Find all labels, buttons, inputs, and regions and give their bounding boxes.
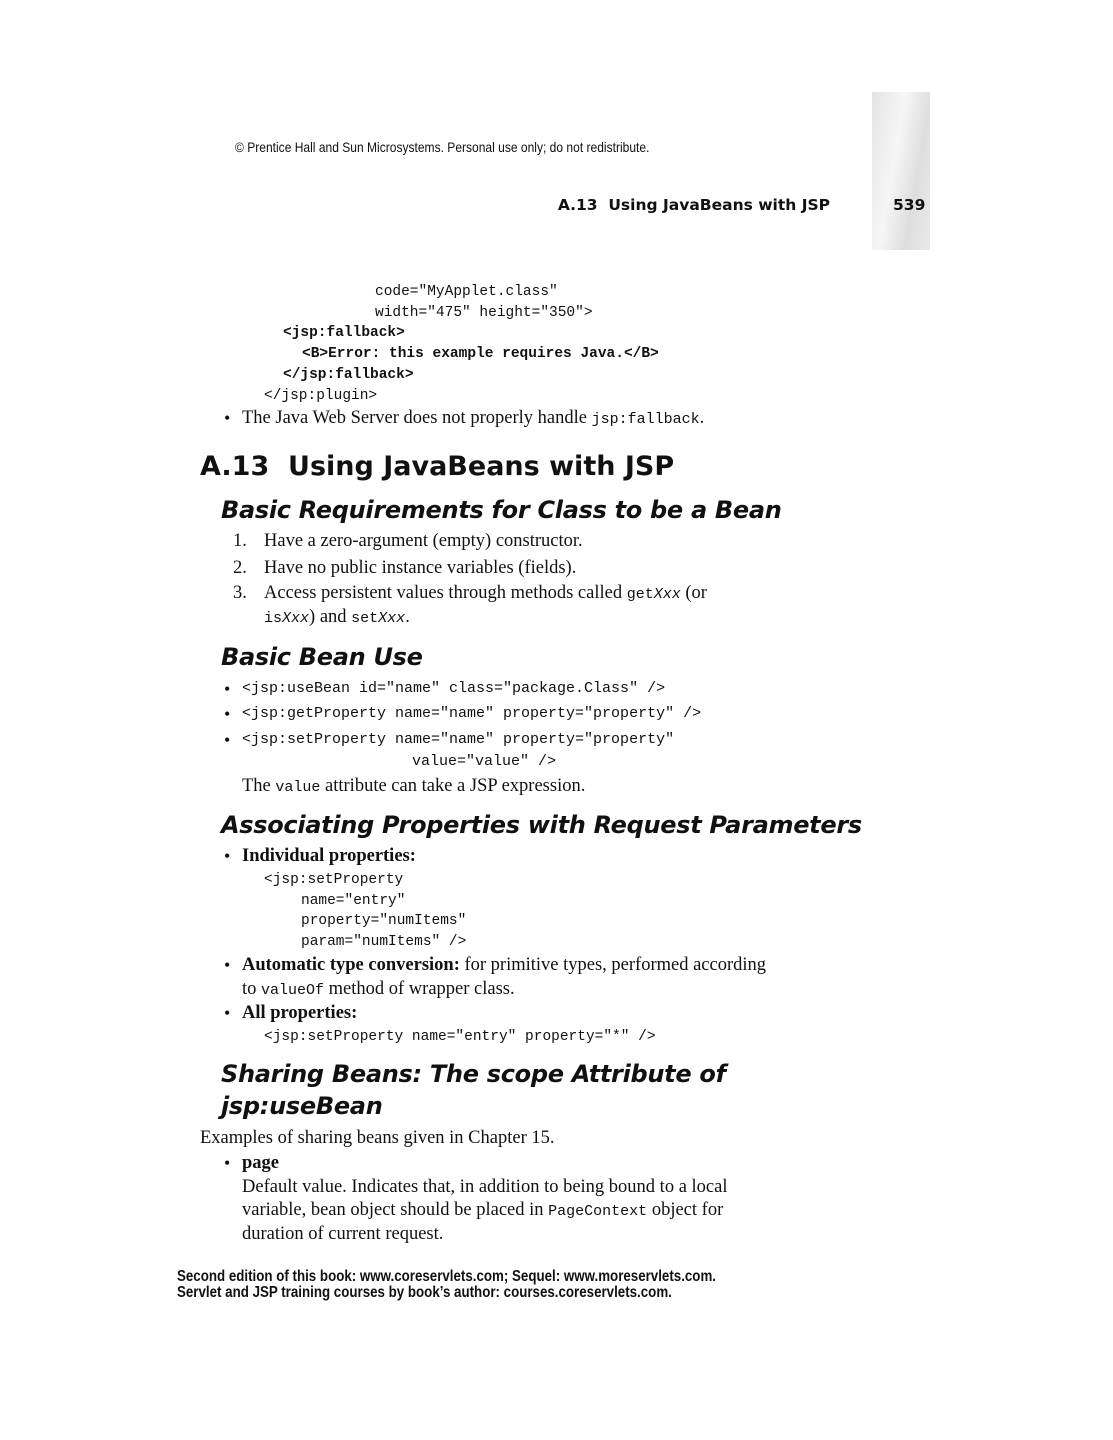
fallback-note: The Java Web Server does not properly handle jsp:fallback. (242, 408, 705, 428)
list-number: 3. (233, 583, 247, 603)
code-line: <B>Error: this example requires Java.</B> (302, 346, 659, 362)
code-line: <jsp:fallback> (283, 325, 405, 341)
code-line: <jsp:setProperty name="entry" property="*" /> (264, 1029, 656, 1045)
footer-line: Servlet and JSP training courses by book’s author: courses.coreservlets.com. (177, 1284, 672, 1301)
bullet-label: All properties: (242, 1003, 358, 1023)
bullet-text: variable, bean object should be placed in PageContext object for (242, 1200, 724, 1220)
bullet-text: Automatic type conversion: for primitive types, performed according (242, 955, 767, 975)
page-thumb-tab (872, 92, 930, 250)
list-item: Access persistent values through methods called getXxx (or (264, 583, 707, 603)
code-line: </jsp:fallback> (283, 367, 414, 383)
code-bullet: <jsp:setProperty name="name" property="property" (242, 731, 675, 748)
bullet-text: duration of current request. (242, 1224, 444, 1244)
sharing-intro: Examples of sharing beans given in Chapter 15. (200, 1128, 555, 1148)
code-line: name="entry" (301, 893, 406, 909)
section-heading: A.13 Using JavaBeans with JSP (200, 451, 675, 482)
bullet-label: Individual properties: (242, 846, 416, 866)
bullet: • (224, 846, 231, 866)
code-line: property="numItems" (301, 913, 467, 929)
list-number: 2. (233, 558, 247, 578)
running-title: A.13 Using JavaBeans with JSP (557, 196, 830, 214)
footer-line: Second edition of this book: www.coreservlets.com; Sequel: www.moreservlets.com. (177, 1268, 717, 1285)
code-line: code="MyApplet.class" (375, 284, 558, 300)
bullet: • (224, 730, 231, 750)
bullet: • (224, 1153, 231, 1173)
bullet: • (224, 679, 231, 699)
subheading-bean-use: Basic Bean Use (221, 643, 423, 671)
bullet-text: Default value. Indicates that, in addition to being bound to a local (242, 1177, 728, 1197)
bullet-label: page (242, 1153, 279, 1173)
list-item-cont: isXxx) and setXxx. (264, 607, 410, 627)
copyright-notice: © Prentice Hall and Sun Microsystems. Personal use only; do not redistribute. (235, 139, 650, 155)
subheading-sharing: Sharing Beans: The scope Attribute of (221, 1060, 726, 1088)
code-line: width="475" height="350"> (375, 305, 593, 321)
bullet: • (224, 1003, 231, 1023)
subheading-associating: Associating Properties with Request Parameters (221, 811, 862, 839)
bullet-text-cont: to valueOf method of wrapper class. (242, 979, 515, 999)
subheading-sharing-cont: jsp:useBean (221, 1092, 383, 1120)
list-item: Have no public instance variables (fields). (264, 558, 577, 578)
list-number: 1. (233, 531, 247, 551)
subheading-requirements: Basic Requirements for Class to be a Bean (221, 496, 782, 524)
code-bullet-cont: value="value" /> (412, 753, 557, 770)
bullet: • (224, 955, 231, 975)
code-bullet: <jsp:getProperty name="name" property="property" /> (242, 705, 702, 722)
code-line: </jsp:plugin> (264, 388, 378, 404)
page-number: 539 (893, 196, 926, 214)
value-note: The value attribute can take a JSP expression. (242, 776, 586, 796)
code-line: param="numItems" /> (301, 934, 467, 950)
code-bullet: <jsp:useBean id="name" class="package.Class" /> (242, 680, 666, 697)
code-line: <jsp:setProperty (264, 872, 404, 888)
bullet: • (224, 704, 231, 724)
list-item: Have a zero-argument (empty) constructor. (264, 531, 583, 551)
bullet: • (224, 408, 231, 428)
